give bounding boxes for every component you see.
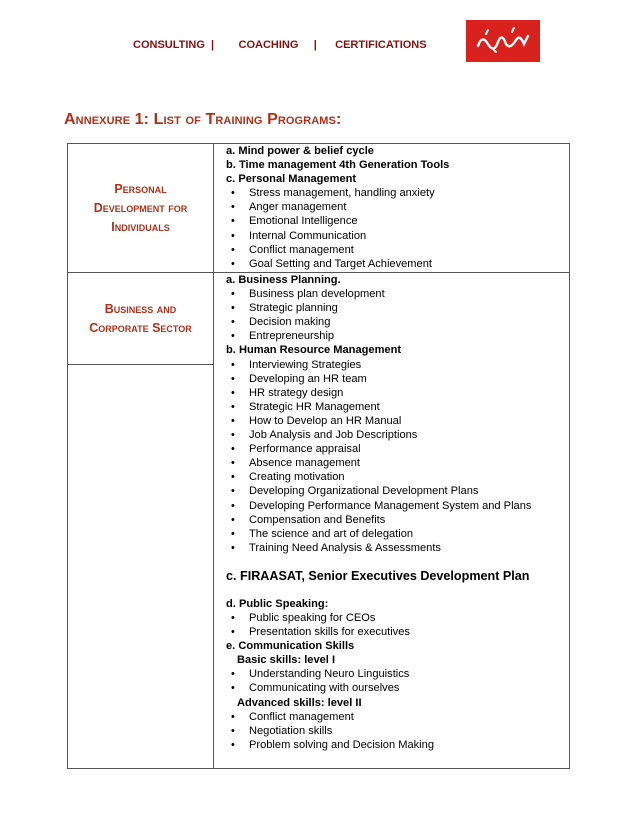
list-item: • Developing Performance Management System and Plans <box>226 499 569 513</box>
list-item: • Absence management <box>226 456 569 470</box>
program-list <box>226 611 569 639</box>
list-item: • Anger management <box>226 200 569 214</box>
program-heading: b. Time management 4th Generation Tools <box>226 159 450 172</box>
list-item: • HR strategy design <box>226 386 569 400</box>
program-subheading: Basic skills: level I <box>237 654 336 667</box>
list-item: • Public speaking for CEOs <box>226 611 569 625</box>
list-item: • Strategic planning <box>226 301 569 315</box>
list-item: • Negotiation skills <box>226 724 569 738</box>
list-item: • How to Develop an HR Manual <box>226 414 569 428</box>
table-row <box>68 273 570 365</box>
list-item: • Communicating with ourselves <box>226 681 569 695</box>
program-heading: b. Human Resource Management <box>226 344 402 357</box>
list-item: • Business plan development <box>226 287 569 301</box>
list-item: • Developing Organizational Development Plans <box>226 484 569 498</box>
program-heading: d. Public Speaking: <box>226 597 329 610</box>
list-item: • Interviewing Strategies <box>226 358 569 372</box>
spacer <box>226 555 569 568</box>
category-label-line: Personal <box>114 181 167 196</box>
list-item: • Understanding Neuro Linguistics <box>226 667 569 681</box>
list-item: • Emotional Intelligence <box>226 214 569 228</box>
program-list <box>226 667 569 695</box>
program-heading: a. Mind power & belief cycle <box>226 145 374 157</box>
list-item: • Problem solving and Decision Making <box>226 738 569 752</box>
category-label-line: Development for <box>93 200 188 215</box>
category-label-line: Corporate Sector <box>89 320 192 335</box>
list-item: • Compensation and Benefits <box>226 513 569 527</box>
logo-calligraphy-icon <box>472 26 534 56</box>
list-item: • The science and art of delegation <box>226 527 569 541</box>
list-item: • Stress management, handling anxiety <box>226 186 569 200</box>
list-item: • Performance appraisal <box>226 442 569 456</box>
list-item: • Goal Setting and Target Achievement <box>226 257 569 271</box>
category-cell <box>68 273 214 365</box>
header-nav: CONSULTING | COACHING | CERTIFICATIONS <box>133 39 427 51</box>
spacer <box>226 584 569 597</box>
programs-cell <box>214 144 570 273</box>
program-list <box>226 287 569 343</box>
list-item: • Internal Communication <box>226 229 569 243</box>
category-cell-empty <box>68 365 214 769</box>
program-list <box>226 186 569 271</box>
program-list <box>226 710 569 752</box>
program-heading: c. FIRAASAT, Senior Executives Development Plan <box>226 568 530 583</box>
program-subheading: Advanced skills: level II <box>237 696 362 709</box>
training-programs-table <box>67 143 570 769</box>
table-row <box>68 144 570 273</box>
list-item: • Entrepreneurship <box>226 329 569 343</box>
category-label-line: Business and <box>104 301 177 316</box>
program-list <box>226 358 569 555</box>
logo <box>466 20 540 62</box>
program-heading: c. Personal Management <box>226 173 357 186</box>
list-item: • Creating motivation <box>226 470 569 484</box>
list-item: • Training Need Analysis & Assessments <box>226 541 569 555</box>
page-title: Annexure 1: List of Training Programs: <box>64 111 342 128</box>
list-item: • Conflict management <box>226 710 569 724</box>
list-item: • Decision making <box>226 315 569 329</box>
programs-cell <box>214 273 570 769</box>
category-label-line: Individuals <box>111 219 170 234</box>
program-heading: a. Business Planning. <box>226 274 341 286</box>
list-item: • Presentation skills for executives <box>226 625 569 639</box>
list-item: • Developing an HR team <box>226 372 569 386</box>
category-cell <box>68 144 214 273</box>
list-item: • Job Analysis and Job Descriptions <box>226 428 569 442</box>
list-item: • Conflict management <box>226 243 569 257</box>
list-item: • Strategic HR Management <box>226 400 569 414</box>
program-heading: e. Communication Skills <box>226 640 355 653</box>
